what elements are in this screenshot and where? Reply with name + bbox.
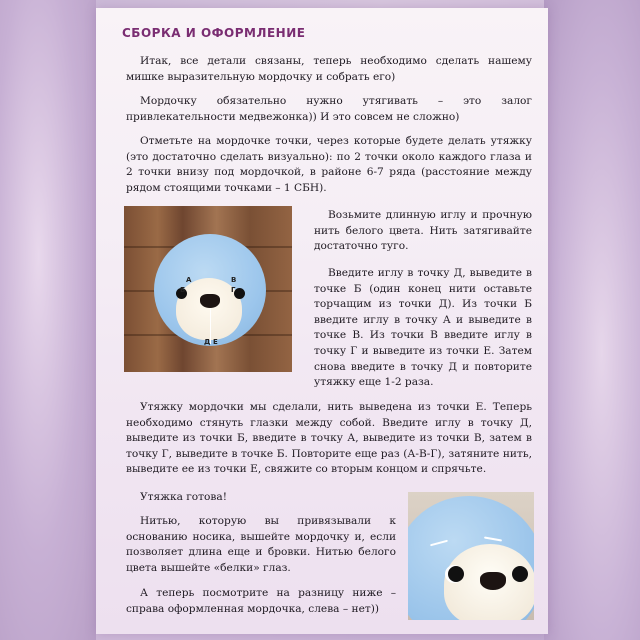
paragraph-intro-text: Итак, все детали связаны, теперь необходимо сделать нашему мишке выразительную мордочку и собрать его) bbox=[126, 55, 532, 83]
paragraph-mark-points bbox=[126, 134, 532, 196]
bear-right-eye-finished bbox=[512, 566, 528, 582]
paragraph-steps bbox=[314, 266, 532, 391]
paragraph-eyes-text: Утяжку мордочки мы сделали, нить выведена из точки Е. Теперь необходимо стянуть глазки между собой. Введите иглу в точку Д, выведите из точки Б, введите в точку А, выведите из точки В, затем в точку Г, выведите в точке Б. Повторите еще раз (А-В-Г), затяните нить, выведите ее из точки Е, свяжите со вторым концом и спрячьте. bbox=[126, 401, 532, 476]
background-blur-right bbox=[544, 0, 640, 640]
point-label-v: В bbox=[231, 276, 237, 284]
bear-left-eye-finished bbox=[448, 566, 464, 582]
paragraph-steps-text: Введите иглу в точку Д, выведите в точке Б (один конец нити оставьте торчащим из точки Д). Из точки Б введите иглу в точку А и выведите в точке В. Из точки В введите иглу в точку Г и выведите из точки Е. Затем снова введите в точку Д и повторите утяжку еще 1-2 раза. bbox=[314, 267, 532, 389]
paragraph-compare bbox=[126, 586, 396, 617]
paragraph-mark-points-text: Отметьте на мордочке точки, через которые будете делать утяжку (это достаточно сделать визуально): по 2 точки около каждого глаза и 2 точки внизу под мордочкой, в районе 6-7 ряда (расстояние между рядом стоящими точками – 1 СБН). bbox=[126, 135, 532, 194]
background-blur-left bbox=[0, 0, 96, 640]
point-label-b: Б bbox=[180, 286, 186, 294]
paragraph-needle-text: Возьмите длинную иглу и прочную нить белого цвета. Нить затягивайте достаточно туго. bbox=[314, 209, 532, 253]
paragraph-embroider bbox=[126, 514, 396, 576]
paragraph-tightening bbox=[126, 94, 532, 125]
bear-right-eye bbox=[234, 288, 245, 299]
paragraph-compare-text: А теперь посмотрите на разницу ниже – справа оформленная мордочка, слева – нет)) bbox=[126, 587, 396, 615]
paragraph-done-text: Утяжка готова! bbox=[140, 491, 227, 503]
point-label-a: А bbox=[186, 276, 192, 284]
bear-face-photo-finished bbox=[408, 492, 534, 620]
page-title: СБОРКА И ОФОРМЛЕНИЕ bbox=[122, 26, 306, 40]
point-label-e: Е bbox=[213, 338, 218, 346]
point-label-d: Д bbox=[204, 338, 211, 346]
bear-face-photo-points bbox=[124, 206, 292, 372]
paragraph-intro bbox=[126, 54, 532, 85]
paragraph-embroider-text: Нитью, которую вы привязывали к основанию носика, вышейте мордочку и, если позволяет длина еще и бровки. Нитью белого цвета вышейте «белки» глаз. bbox=[126, 515, 396, 574]
point-label-g: Г bbox=[231, 286, 236, 294]
paragraph-needle bbox=[314, 208, 532, 255]
paragraph-done bbox=[126, 490, 326, 506]
bear-nose-finished bbox=[480, 572, 506, 590]
paragraph-tightening-text: Мордочку обязательно нужно утягивать – это залог привлекательности медвежонка)) И это совсем не сложно) bbox=[126, 95, 532, 123]
bear-nose bbox=[200, 294, 220, 308]
document-page bbox=[96, 8, 548, 634]
paragraph-eyes bbox=[126, 400, 532, 478]
